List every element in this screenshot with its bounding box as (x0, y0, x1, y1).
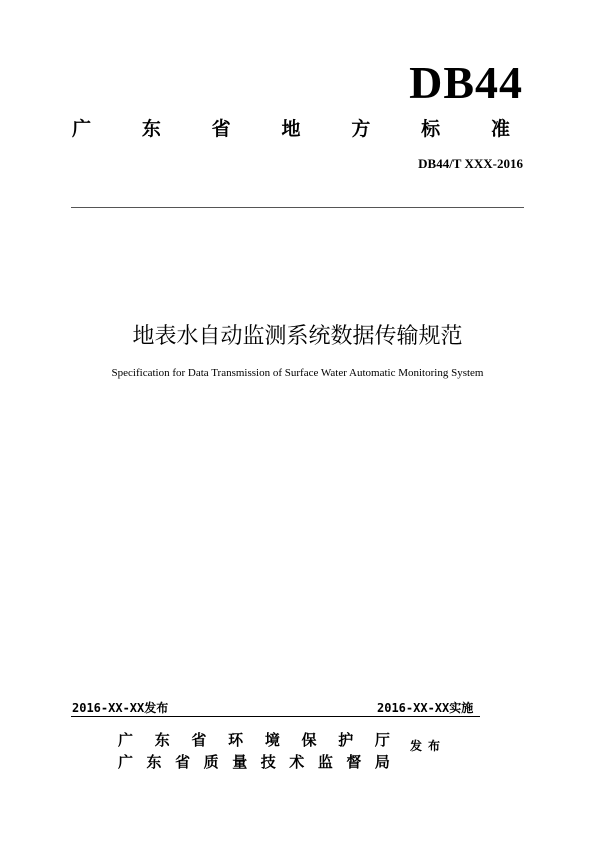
publisher-char: 护 (338, 731, 354, 749)
release-date: 2016-XX-XX发布 (72, 701, 169, 715)
standard-type-char: 省 (211, 118, 231, 140)
standard-type-char: 广 (72, 118, 92, 140)
publisher-char: 省 (175, 753, 191, 771)
standard-type-char: 地 (281, 118, 301, 140)
publisher-char: 量 (232, 753, 248, 771)
publisher-char: 东 (146, 753, 162, 771)
publisher-char: 省 (191, 731, 207, 749)
publisher-char: 术 (289, 753, 305, 771)
standard-code: DB44 (409, 57, 523, 108)
publisher-char: 广 (118, 731, 134, 749)
publisher-char: 广 (118, 753, 134, 771)
publisher-char: 保 (301, 731, 317, 749)
publisher-char: 环 (228, 731, 244, 749)
header-divider (71, 207, 524, 208)
publish-label: 发布 (410, 739, 447, 753)
publisher-char: 局 (374, 753, 390, 771)
implementation-date: 2016-XX-XX实施 (377, 701, 474, 715)
publisher-char: 督 (346, 753, 362, 771)
publisher-char: 质 (203, 753, 219, 771)
publisher-char: 技 (260, 753, 276, 771)
publisher-char: 监 (317, 753, 333, 771)
standard-type-char: 东 (141, 118, 161, 140)
footer-divider (71, 716, 480, 717)
document-title-zh: 地表水自动监测系统数据传输规范 (132, 324, 463, 349)
publisher-char: 东 (154, 731, 170, 749)
document-title-en: Specification for Data Transmission of Surface Water Automatic Monitoring System (111, 367, 484, 379)
standard-number: DB44/T XXX-2016 (418, 156, 523, 171)
standard-type-char: 准 (490, 118, 510, 140)
publisher-char: 厅 (374, 731, 390, 749)
publisher-char: 境 (264, 731, 280, 749)
standard-type (72, 120, 510, 139)
publisher-quality-supervision (118, 755, 390, 770)
standard-type-char: 方 (351, 118, 371, 140)
publisher-environmental-protection (118, 733, 390, 748)
standard-type-char: 标 (421, 118, 441, 140)
